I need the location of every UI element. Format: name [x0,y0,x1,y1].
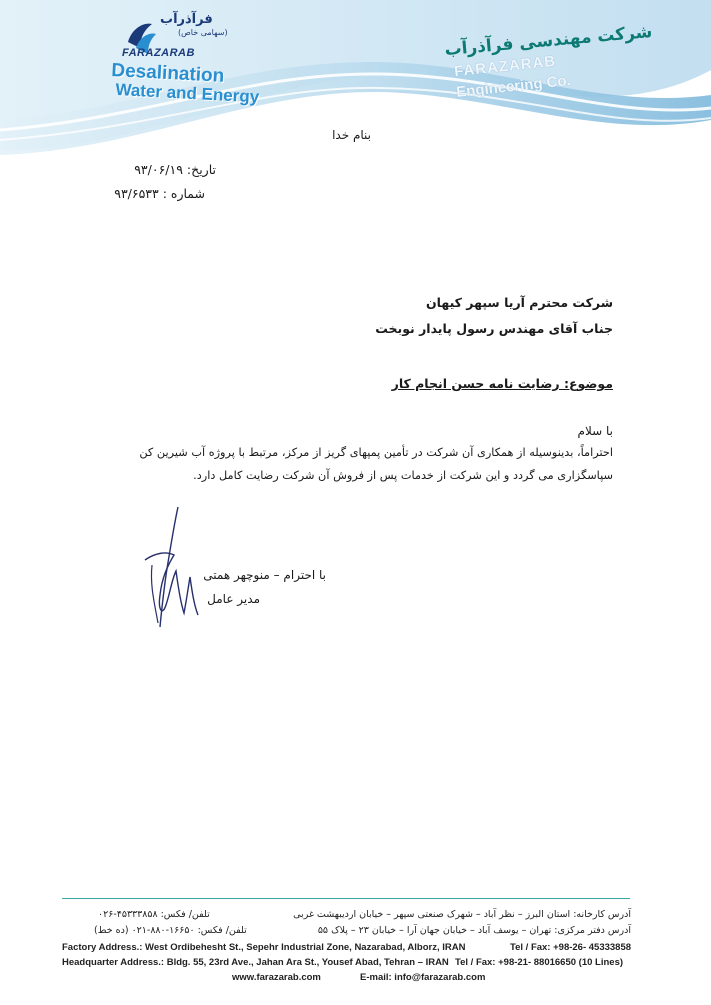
signature-image [140,505,210,635]
body-line-2: سپاسگزاری می گردد و این شرکت از خدمات پس از فروش آن شرکت رضایت کامل دارد. [193,469,613,482]
recipient-company: شرکت محترم آریا سپهر کیهان [425,295,613,310]
hq-address-fa: آدرس دفتر مرکزی: تهران – یوسف آباد – خیابان جهان آرا – خیابان ۲۳ – پلاک ۵۵ [317,925,631,936]
company-name-persian: شرکت مهندسی فرآذرآب [443,22,654,61]
hq-phone-fa: تلفن/ فکس: ۱۶۶۵۰-۸۸۰-۰۲۱ (ده خط) [94,925,247,936]
factory-phone-en: Tel / Fax: +98-26- 45333858 [510,942,632,953]
logo-line-desalination: Desalination [110,60,225,87]
email-link[interactable]: E-mail: info@farazarab.com [360,972,486,983]
body-line-1: احتراماً، بدینوسیله از همکاری آن شرکت در تأمین پمپهای گریز از مرکز، مرتبط با پروژه آب شیرین کن [139,446,613,459]
company-name-english: FARAZARAB [453,52,557,81]
logo-brand: FARAZARAB [122,47,195,59]
invocation: بنام خدا [332,128,371,142]
recipient-person: جناب آقای مهندس رسول پایدار نوبخت [375,321,613,336]
company-name-english-line2: Engineering Co. [455,72,572,101]
footer-divider [62,898,630,899]
factory-phone-fa: تلفن/ فکس: ۴۵۳۳۳۸۵۸-۰۲۶ [98,909,210,920]
greeting: با سلام [577,424,613,438]
factory-address-fa: آدرس کارخانه: استان البرز – نظر آباد – شهرک صنعتی سپهر – خیابان اردیبهشت غربی [293,909,631,920]
hq-address-en: Headquarter Address.: Bldg. 55, 23rd Ave., Jahan Ara St., Yousef Abad, Tehran – IRAN [62,957,449,968]
hq-phone-en: Tel / Fax: +98-21- 88016650 (10 Lines) [455,957,624,968]
factory-address-en: Factory Address.: West Ordibehesht St., Sepehr Industrial Zone, Nazarabad, Alborz, IRAN [62,942,466,953]
letter-date: تاریخ: ۹۳/۰۶/۱۹ [134,162,216,177]
logo-persian-name: فرآذرآب [160,12,213,27]
signatory-position: مدیر عامل [207,592,260,606]
letter-subject: موضوع: رضایت نامه حسن انجام کار [391,376,613,391]
closing: با احترام – منوچهر همتی [203,568,326,582]
website-link[interactable]: www.farazarab.com [232,972,321,983]
logo-line-water-energy: Water and Energy [115,80,260,107]
logo-persian-subtitle: (سهامی خاص) [178,28,228,37]
letter-number: شماره : ۹۳/۶۵۳۳ [114,186,205,201]
